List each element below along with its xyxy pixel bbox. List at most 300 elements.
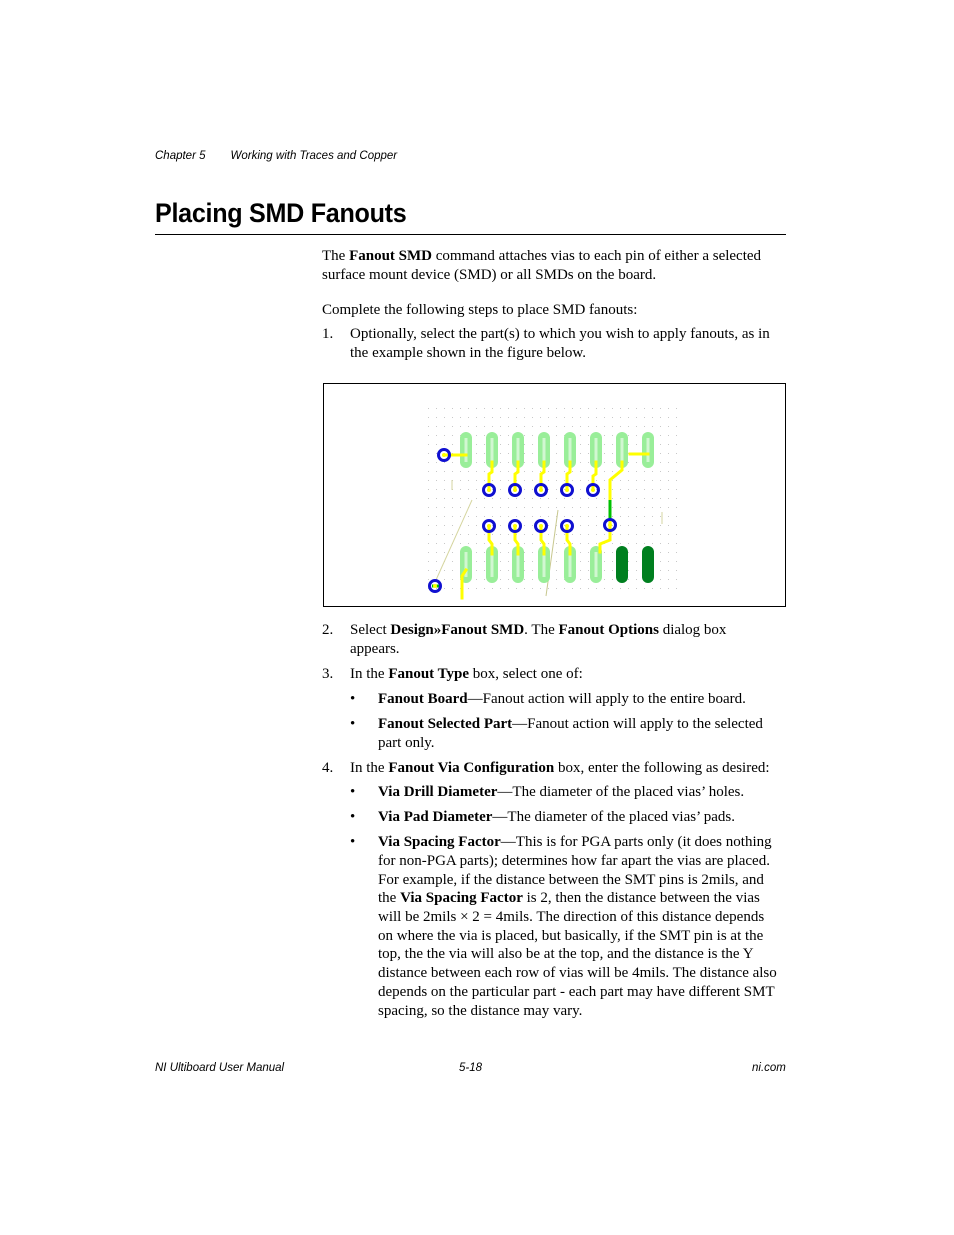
pad-highlight <box>543 552 546 577</box>
grid-dot <box>516 516 517 517</box>
grid-dot <box>476 408 477 409</box>
grid-dot <box>500 408 501 409</box>
grid-dot <box>508 453 509 454</box>
trace <box>610 462 622 512</box>
grid-dot <box>436 444 437 445</box>
grid-dot <box>604 453 605 454</box>
grid-dot <box>540 507 541 508</box>
grid-dot <box>612 534 613 535</box>
grid-dot <box>676 417 677 418</box>
grid-dot <box>604 408 605 409</box>
grid-dot <box>452 588 453 589</box>
grid-dot <box>556 579 557 580</box>
grid-dot <box>532 552 533 553</box>
grid-dot <box>644 534 645 535</box>
grid-dot <box>628 507 629 508</box>
grid-dot <box>428 444 429 445</box>
grid-dot <box>652 588 653 589</box>
grid-dot <box>540 543 541 544</box>
bullet-via-pad-diameter: Via Pad Diameter—The diameter of the placed vias’ pads. <box>378 809 735 825</box>
grid-dot <box>492 516 493 517</box>
grid-dot <box>500 561 501 562</box>
grid-dot <box>580 534 581 535</box>
grid-dot <box>580 480 581 481</box>
grid-dot <box>652 480 653 481</box>
via-spacing-line-8: distance between each row of vias will be 4mils. The distance also <box>378 965 777 981</box>
footer-website-link[interactable]: ni.com <box>752 1062 786 1074</box>
grid-dot <box>668 498 669 499</box>
grid-dot <box>668 579 669 580</box>
grid-dot <box>668 444 669 445</box>
grid-dot <box>524 435 525 436</box>
grid-dot <box>628 426 629 427</box>
grid-dot <box>508 570 509 571</box>
step-3-line-1: In the Fanout Type box, select one of: <box>350 666 583 682</box>
grid-dot <box>452 552 453 553</box>
grid-dot <box>668 480 669 481</box>
grid-dot <box>572 471 573 472</box>
grid-dot <box>588 462 589 463</box>
grid-dot <box>596 507 597 508</box>
title-rule <box>155 234 786 235</box>
grid-dot <box>588 552 589 553</box>
grid-dot <box>516 417 517 418</box>
grid-dot <box>572 588 573 589</box>
grid-dot <box>556 417 557 418</box>
grid-dot <box>580 543 581 544</box>
grid-dot <box>500 507 501 508</box>
grid-dot <box>428 570 429 571</box>
grid-dot <box>668 588 669 589</box>
chapter-section-title: Working with Traces and Copper <box>230 150 398 162</box>
bullet-fanout-selected-part-line-2: part only. <box>378 735 435 751</box>
grid-dot <box>636 498 637 499</box>
grid-dot <box>508 462 509 463</box>
grid-dot <box>644 588 645 589</box>
grid-dot <box>588 525 589 526</box>
grid-dot <box>428 489 429 490</box>
grid-dot <box>532 453 533 454</box>
grid-dot <box>604 480 605 481</box>
grid-dot <box>636 417 637 418</box>
grid-dot <box>580 426 581 427</box>
grid-dot <box>588 453 589 454</box>
grid-dot <box>476 498 477 499</box>
grid-dot <box>548 417 549 418</box>
grid-dot <box>524 507 525 508</box>
grid-dot <box>492 489 493 490</box>
grid-dot <box>604 435 605 436</box>
grid-dot <box>524 453 525 454</box>
grid-dot <box>452 516 453 517</box>
grid-dot <box>516 426 517 427</box>
grid-dot <box>476 462 477 463</box>
grid-dot <box>580 507 581 508</box>
grid-dot <box>596 516 597 517</box>
grid-dot <box>532 435 533 436</box>
grid-dot <box>652 498 653 499</box>
grid-dot <box>676 462 677 463</box>
step-4-line-1: In the Fanout Via Configuration box, enter the following as desired: <box>350 760 770 776</box>
grid-dot <box>596 480 597 481</box>
grid-dot <box>476 471 477 472</box>
grid-dot <box>548 408 549 409</box>
pad-highlight <box>491 552 494 577</box>
grid-dot <box>620 543 621 544</box>
grid-dot <box>428 552 429 553</box>
grid-dot <box>660 552 661 553</box>
grid-dot <box>660 588 661 589</box>
grid-dot <box>620 408 621 409</box>
grid-dot <box>612 525 613 526</box>
grid-dot <box>428 561 429 562</box>
grid-dot <box>660 561 661 562</box>
smd-pad <box>642 546 654 583</box>
grid-dot <box>476 579 477 580</box>
grid-dot <box>668 435 669 436</box>
grid-dot <box>468 588 469 589</box>
grid-dot <box>636 588 637 589</box>
grid-dot <box>588 579 589 580</box>
grid-dot <box>500 579 501 580</box>
grid-dot <box>612 471 613 472</box>
grid-dot <box>620 417 621 418</box>
grid-dot <box>620 525 621 526</box>
grid-dot <box>580 453 581 454</box>
grid-dot <box>620 489 621 490</box>
bullet-marker: • <box>350 834 356 850</box>
grid-dot <box>500 453 501 454</box>
grid-dot <box>556 462 557 463</box>
grid-dot <box>444 579 445 580</box>
grid-dot <box>612 417 613 418</box>
fanout-type-term: Fanout Type <box>388 666 470 682</box>
grid-dot <box>572 408 573 409</box>
grid-dot <box>500 426 501 427</box>
grid-dot <box>604 534 605 535</box>
grid-dot <box>636 525 637 526</box>
grid-dot <box>572 417 573 418</box>
grid-dot <box>548 480 549 481</box>
grid-dot <box>668 516 669 517</box>
grid-dot <box>556 480 557 481</box>
via-hole <box>565 524 569 528</box>
grid-dot <box>508 534 509 535</box>
grid-dot <box>676 525 677 526</box>
grid-dot <box>524 462 525 463</box>
grid-dot <box>556 408 557 409</box>
grid-dot <box>588 498 589 499</box>
bullet-marker: • <box>350 809 356 825</box>
grid-dot <box>444 480 445 481</box>
grid-dot <box>532 417 533 418</box>
grid-dot <box>572 534 573 535</box>
grid-dot <box>444 471 445 472</box>
grid-dot <box>628 462 629 463</box>
grid-dot <box>484 534 485 535</box>
grid-dot <box>612 552 613 553</box>
grid-dot <box>564 498 565 499</box>
grid-dot <box>532 480 533 481</box>
grid-dot <box>652 516 653 517</box>
grid-dot <box>476 444 477 445</box>
grid-dot <box>588 588 589 589</box>
grid-dot <box>660 489 661 490</box>
grid-dot <box>468 471 469 472</box>
grid-dot <box>612 570 613 571</box>
grid-dot <box>500 444 501 445</box>
grid-dot <box>452 408 453 409</box>
grid-dot <box>668 561 669 562</box>
grid-dot <box>644 480 645 481</box>
grid-dot <box>628 435 629 436</box>
grid-dot <box>516 408 517 409</box>
grid-dot <box>636 408 637 409</box>
grid-dot <box>436 489 437 490</box>
grid-dot <box>532 498 533 499</box>
page-title: Placing SMD Fanouts <box>155 198 407 228</box>
grid-dot <box>548 507 549 508</box>
grid-dot <box>524 417 525 418</box>
grid-dot <box>532 462 533 463</box>
step-3-number: 3. <box>322 666 334 682</box>
grid-dot <box>676 489 677 490</box>
grid-dot <box>516 498 517 499</box>
grid-dot <box>556 570 557 571</box>
grid-dot <box>476 525 477 526</box>
grid-dot <box>428 435 429 436</box>
grid-dot <box>628 408 629 409</box>
grid-dot <box>676 561 677 562</box>
grid-dot <box>660 543 661 544</box>
grid-dot <box>436 462 437 463</box>
grid-dot <box>668 570 669 571</box>
fanout-smd-term: Fanout SMD <box>349 248 433 264</box>
grid-dot <box>484 561 485 562</box>
grid-dot <box>508 543 509 544</box>
grid-dot <box>652 417 653 418</box>
grid-dot <box>444 588 445 589</box>
via-hole <box>513 488 517 492</box>
grid-dot <box>636 480 637 481</box>
grid-dot <box>500 498 501 499</box>
grid-dot <box>468 417 469 418</box>
grid-dot <box>556 435 557 436</box>
grid-dot <box>556 471 557 472</box>
grid-dot <box>484 462 485 463</box>
grid-dot <box>564 489 565 490</box>
grid-dot <box>556 453 557 454</box>
grid-dot <box>676 534 677 535</box>
grid-dot <box>500 471 501 472</box>
grid-dot <box>444 543 445 544</box>
grid-dot <box>580 498 581 499</box>
grid-dot <box>596 588 597 589</box>
grid-dot <box>548 489 549 490</box>
grid-dot <box>604 462 605 463</box>
step-1-line-2: the example shown in the figure below. <box>350 345 587 361</box>
pcb-figure-svg <box>324 384 785 606</box>
grid-dot <box>524 489 525 490</box>
grid-dot <box>612 453 613 454</box>
grid-dot <box>588 408 589 409</box>
grid-dot <box>620 516 621 517</box>
grid-dot <box>532 570 533 571</box>
grid-dot <box>628 525 629 526</box>
grid-dot <box>660 471 661 472</box>
grid-dot <box>604 579 605 580</box>
grid-dot <box>500 534 501 535</box>
grid-dot <box>436 408 437 409</box>
grid-dot <box>452 507 453 508</box>
pad-highlight <box>517 438 520 462</box>
grid-dot <box>476 507 477 508</box>
via-spacing-line-9: depends on the particular part - each part may have different SMT <box>378 984 775 1000</box>
grid-dot <box>556 507 557 508</box>
grid-dot <box>524 579 525 580</box>
grid-dot <box>436 480 437 481</box>
grid-dot <box>460 417 461 418</box>
grid-dot <box>612 588 613 589</box>
bullet-fanout-board: Fanout Board—Fanout action will apply to the entire board. <box>378 691 746 707</box>
grid-dot <box>676 471 677 472</box>
grid-dot <box>444 417 445 418</box>
grid-dot <box>612 444 613 445</box>
grid-dot <box>628 471 629 472</box>
grid-dot <box>564 426 565 427</box>
footer-manual-title: NI Ultiboard User Manual <box>155 1062 285 1074</box>
grid-dot <box>460 480 461 481</box>
grid-dot <box>484 543 485 544</box>
grid-dot <box>660 534 661 535</box>
grid-dot <box>660 525 661 526</box>
grid-dot <box>444 525 445 526</box>
grid-dot <box>524 543 525 544</box>
grid-dot <box>644 507 645 508</box>
bullet-marker: • <box>350 691 356 707</box>
grid-dot <box>604 507 605 508</box>
grid-dot <box>468 525 469 526</box>
grid-dot <box>668 507 669 508</box>
grid-dot <box>668 453 669 454</box>
grid-dot <box>660 462 661 463</box>
grid-dot <box>676 480 677 481</box>
grid-dot <box>540 417 541 418</box>
grid-dot <box>476 552 477 553</box>
grid-dot <box>644 471 645 472</box>
grid-dot <box>484 471 485 472</box>
grid-dot <box>532 588 533 589</box>
grid-dot <box>668 534 669 535</box>
grid-dot <box>628 588 629 589</box>
grid-dot <box>524 552 525 553</box>
grid-dot <box>564 507 565 508</box>
grid-dot <box>532 516 533 517</box>
grid-dot <box>524 471 525 472</box>
grid-dot <box>588 435 589 436</box>
grid-dot <box>660 417 661 418</box>
via-hole <box>608 523 612 527</box>
grid-dot <box>484 507 485 508</box>
grid-dot <box>508 561 509 562</box>
pad-highlight <box>517 552 520 577</box>
grid-dot <box>588 534 589 535</box>
grid-dot <box>564 471 565 472</box>
via-spacing-line-7: top, the the via will also be at the top, and the distance is the Y <box>378 946 754 962</box>
grid-dot <box>652 543 653 544</box>
pad-highlight <box>491 438 494 462</box>
grid-dot <box>628 579 629 580</box>
grid-dot <box>444 435 445 436</box>
grid-dot <box>500 588 501 589</box>
grid-dot <box>572 516 573 517</box>
grid-dot <box>460 426 461 427</box>
grid-dot <box>572 498 573 499</box>
bullet-marker: • <box>350 716 356 732</box>
fanout-options-term: Fanout Options <box>558 622 659 638</box>
grid-dot <box>524 444 525 445</box>
grid-dot <box>508 498 509 499</box>
grid-dot <box>540 426 541 427</box>
grid-dot <box>668 489 669 490</box>
grid-dot <box>676 408 677 409</box>
grid-dot <box>636 552 637 553</box>
grid-dot <box>436 516 437 517</box>
grid-dot <box>620 507 621 508</box>
grid-dot <box>476 570 477 571</box>
grid-dot <box>540 471 541 472</box>
grid-dot <box>548 426 549 427</box>
grid-dot <box>492 588 493 589</box>
grid-dot <box>492 408 493 409</box>
grid-dot <box>436 561 437 562</box>
pad-highlight <box>595 438 598 462</box>
via-spacing-line-6: on where the via is placed, but basically, if the SMT pin is at the <box>378 928 764 944</box>
bullet-via-spacing-factor: Via Spacing Factor—This is for PGA parts only (it does nothing <box>378 834 772 850</box>
grid-dot <box>652 525 653 526</box>
grid-dot <box>596 417 597 418</box>
grid-dot <box>676 453 677 454</box>
grid-dot <box>428 525 429 526</box>
grid-dot <box>660 408 661 409</box>
grid-dot <box>652 489 653 490</box>
grid-dot <box>612 507 613 508</box>
grid-dot <box>580 516 581 517</box>
grid-dot <box>676 543 677 544</box>
grid-dot <box>540 516 541 517</box>
grid-dot <box>604 444 605 445</box>
step-2-number: 2. <box>322 622 334 638</box>
grid-dot <box>484 444 485 445</box>
grid-dot <box>468 480 469 481</box>
grid-dot <box>556 543 557 544</box>
grid-dot <box>636 534 637 535</box>
grid-dot <box>500 516 501 517</box>
grid-dot <box>548 525 549 526</box>
grid-dot <box>636 507 637 508</box>
grid-dot <box>524 561 525 562</box>
grid-dot <box>604 498 605 499</box>
grid-dot <box>612 489 613 490</box>
grid-dot <box>476 561 477 562</box>
grid-dot <box>612 543 613 544</box>
grid-dot <box>460 507 461 508</box>
grid-dot <box>444 570 445 571</box>
grid-dot <box>444 426 445 427</box>
grid-dot <box>604 516 605 517</box>
grid-dot <box>604 561 605 562</box>
menu-path-design-fanout-smd: Design»Fanout SMD <box>390 622 525 638</box>
